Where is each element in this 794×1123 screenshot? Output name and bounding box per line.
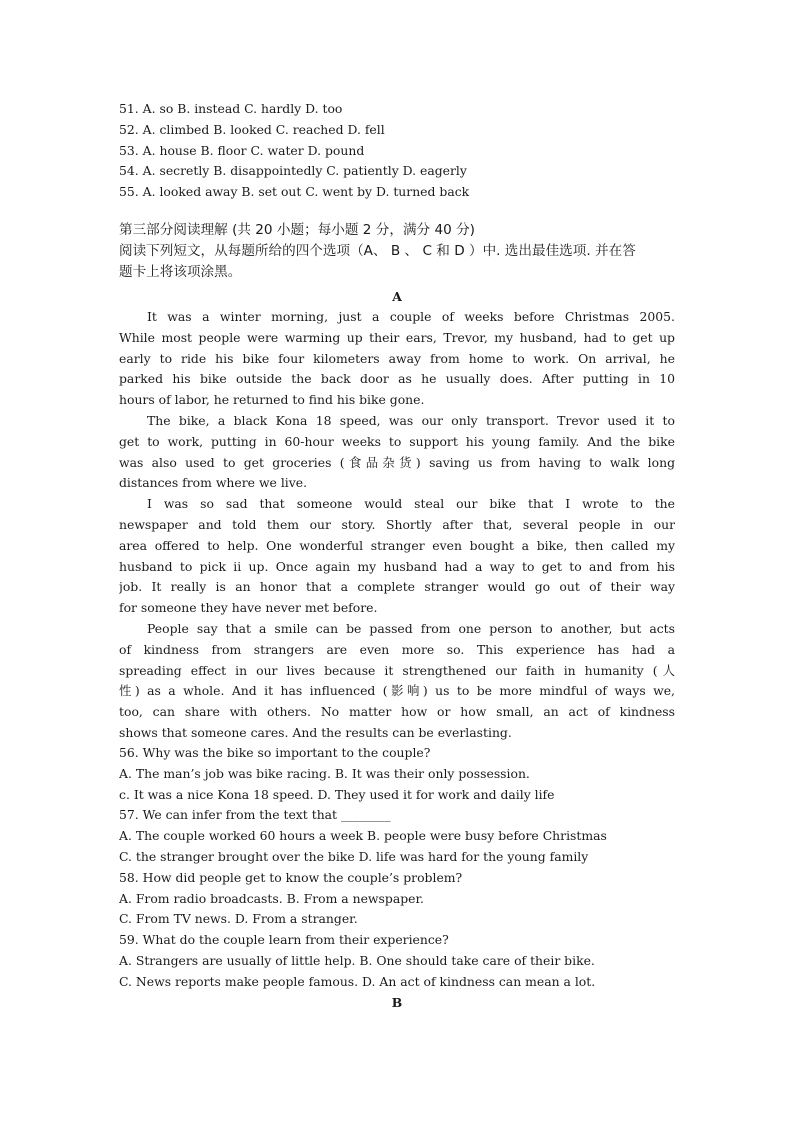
option-line-51: 51. A. so B. instead C. hardly D. too xyxy=(119,101,343,116)
passage-line: I was so sad that someone would steal our bike that I wrote to the xyxy=(147,496,675,512)
question-56: 56. Why was the bike so important to the couple? xyxy=(119,745,431,760)
passage-line: too, can share with others. No matter how or how small, an act of kindness xyxy=(119,704,675,720)
passage-line: was also used to get groceries (食品杂货) saving us from having to walk long xyxy=(119,454,675,470)
option-line-54: 54. A. secretly B. disappointedly C. patiently D. eagerly xyxy=(119,163,467,179)
passage-line: newspaper and told them our story. Shortly after that, several people in our xyxy=(119,516,675,532)
passage-line: parked his bike outside the back door as he usually does. After putting in 10 xyxy=(119,371,675,387)
question-57-options-ab: A. The couple worked 60 hours a week B. people were busy before Christmas xyxy=(119,828,607,844)
passage-line: spreading effect in our lives because it strengthened our faith in humanity (人 xyxy=(119,662,675,678)
passage-a-label: A xyxy=(392,289,402,304)
question-59: 59. What do the couple learn from their experience? xyxy=(119,932,449,948)
passage-line: It was a winter morning, just a couple of weeks before Christmas 2005. xyxy=(147,309,675,324)
section-instruction-line-1: 阅读下列短文，从每题所给的四个选项（A、 B 、 C 和 D ）中. 选出最佳选项. 并在答 xyxy=(119,243,636,259)
question-59-options-cd: C. News reports make people famous. D. An act of kindness can mean a lot. xyxy=(119,973,596,989)
passage-b-label: B xyxy=(391,995,403,1010)
passage-line: job. It really is an honor that a complete stranger would go out of their way xyxy=(119,579,675,595)
question-57-options-cd: C. the stranger brought over the bike D. life was hard for the young family xyxy=(119,848,589,864)
passage-line: People say that a smile can be passed from one person to another, but acts xyxy=(147,620,675,636)
passage-line: shows that someone cares. And the results can be everlasting. xyxy=(119,724,512,740)
question-58-options-ab: A. From radio broadcasts. B. From a newspaper. xyxy=(119,890,424,906)
passage-line: While most people were warming up their ears, Trevor, my husband, had to get up xyxy=(119,329,675,345)
passage-line: get to work, putting in 60-hour weeks to support his young family. And the bike xyxy=(119,433,675,449)
section-title: 第三部分阅读理解 (共 20 小题；每小题 2 分，满分 40 分) xyxy=(119,222,475,238)
passage-line: of kindness from strangers are even more so. This experience has had a xyxy=(119,641,675,657)
questions xyxy=(119,743,675,993)
passage-line: area offered to help. One wonderful stranger even bought a bike, then called my xyxy=(119,537,675,553)
passage-line: hours of labor, he returned to find his bike gone. xyxy=(119,392,425,408)
passage-line: husband to pick ii up. Once again my husband had a way to get to and from his xyxy=(119,558,675,574)
section-header xyxy=(119,220,675,283)
passage-line: 性) as a whole. And it has influenced (影响) us to be more mindful of ways we, xyxy=(119,683,675,699)
question-57: 57. We can infer from the text that ________ xyxy=(119,807,391,823)
option-line-55: 55. A. looked away B. set out C. went by D. turned back xyxy=(119,184,470,200)
question-58: 58. How did people get to know the couple’s problem? xyxy=(119,869,463,885)
passage-line: early to ride his bike four kilometers away from home to work. On arrival, he xyxy=(119,350,675,366)
question-59-options-ab: A. Strangers are usually of little help. B. One should take care of their bike. xyxy=(119,952,595,968)
question-56-options-cd: c. It was a nice Kona 18 speed. D. They used it for work and daily life xyxy=(119,786,555,802)
passage-line: for someone they have never met before. xyxy=(119,600,378,616)
passage-a xyxy=(119,307,675,744)
cloze-options xyxy=(119,99,675,203)
question-58-options-cd: C. From TV news. D. From a stranger. xyxy=(119,911,358,927)
option-line-52: 52. A. climbed B. looked C. reached D. fell xyxy=(119,121,385,137)
passage-line: The bike, a black Kona 18 speed, was our only transport. Trevor used it to xyxy=(147,412,675,428)
question-56-options-ab: A. The man’s job was bike racing. B. It was their only possession. xyxy=(119,765,530,781)
passage-line: distances from where we live. xyxy=(119,475,308,491)
section-instruction-line-2: 题卡上将该项涂黑。 xyxy=(119,264,242,280)
option-line-53: 53. A. house B. floor C. water D. pound xyxy=(119,142,365,158)
